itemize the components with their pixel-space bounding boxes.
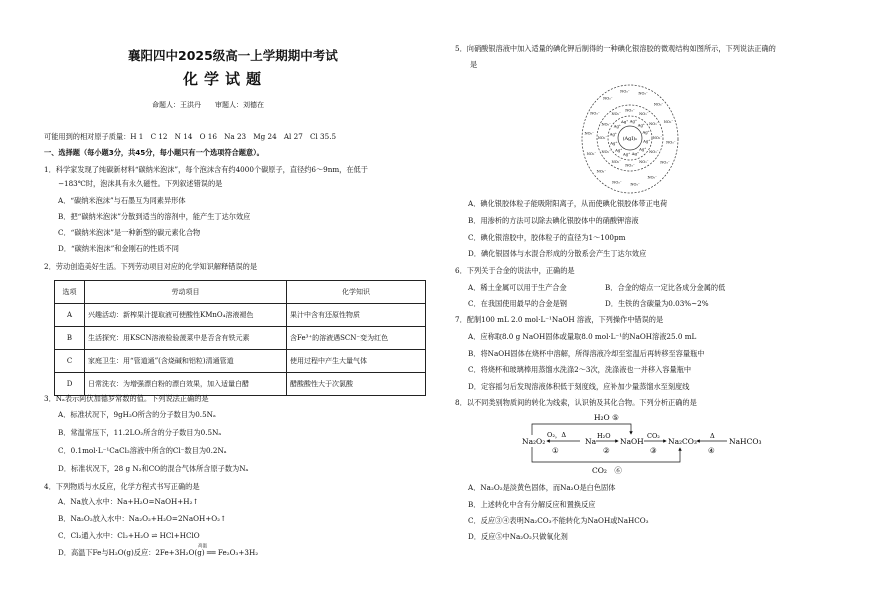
co2-label: CO₂ <box>647 432 660 440</box>
q4-option-d: D．高温下Fe与H₂O(g)反应：2Fe+3H₂O(g) ══ Fe₂O₃+3H₂ <box>58 548 259 557</box>
q7-option-c: C．将烧杯和玻璃棒用蒸馏水洗涤2～3次，洗涤液也一并移入容量瓶中 <box>468 365 692 374</box>
no3-ion-outer-label: NO₃⁻ <box>653 102 664 107</box>
no3-ion-inner-label: NO₃⁻ <box>649 122 659 127</box>
q5-stem-line1: 5．向硝酸银溶液中加入适量的碘化钾后制得的一种碘化银溶胶的微观结构如图所示，下列说法正确的 <box>455 44 776 53</box>
no3-ion-inner-label: NO₃⁻ <box>639 112 649 117</box>
no3-ion-inner-label: NO₃⁻ <box>601 149 611 154</box>
no3-ion-outer-label: NO₃⁻ <box>660 160 670 165</box>
q5-stem-line2: 是 <box>470 60 478 69</box>
table-row <box>55 350 426 373</box>
no3-ion-outer-label: NO₃⁻ <box>630 182 640 187</box>
table-cell: 生活探究：用KSCN溶液检验菠菜中是否含有铁元素 <box>85 327 287 350</box>
authors-line: 命题人：王洪丹 审题人：刘德在 <box>152 101 264 109</box>
ag-ion-label: Ag⁺ <box>615 147 623 153</box>
table-cell: 醋酸酸性大于次氯酸 <box>287 373 426 396</box>
ag-ion-label: Ag⁺ <box>613 123 621 129</box>
no3-ion-outer-label: NO₃⁻ <box>612 180 622 185</box>
q4-option-b: B．Na₂O₂放入水中：Na₂O₂+H₂O=2NaOH+O₂↑ <box>58 514 227 523</box>
q2-stem: 2．劳动创造美好生活。下列劳动项目对应的化学知识解释错误的是 <box>44 262 258 271</box>
q6-option-c: C．在我国使用最早的合金是钢 <box>468 299 567 308</box>
table-header-row <box>55 281 426 304</box>
reaction-4-label: ④ <box>708 446 715 455</box>
table-cell: 家庭卫生：用“管道通”(含烧碱和铝粒)清通管道 <box>85 350 287 373</box>
reaction-1-label: ① <box>552 446 559 455</box>
table-header-cell: 劳动项目 <box>85 281 287 304</box>
table-row <box>55 373 426 396</box>
h2o-top-label: H₂O ⑤ <box>594 413 619 422</box>
table-cell: 果汁中含有还原性物质 <box>287 304 426 327</box>
q8-option-a: A．Na₂O₂是淡黄色固体，而Na₂O是白色固体 <box>468 483 616 492</box>
na-label: Na <box>585 437 597 446</box>
q1-stem-line1: 1．科学家发现了纯碳新材料“碳纳米泡沫”，每个泡沫含有约4000个碳原子，直径约6～9nm，在低于 <box>44 165 368 174</box>
ag-ion-label: Ag⁺ <box>621 118 629 124</box>
table-cell: 兴趣活动：新榨果汁提取液可使酸性KMnO₄溶液褪色 <box>85 304 287 327</box>
q3-option-b: B．常温常压下，11.2LO₂所含的分子数目为0.5Nₐ <box>58 428 222 437</box>
q3-option-c: C．0.1mol·L⁻¹CaCl₂溶液中所含的Cl⁻数目为0.2Nₐ <box>58 446 227 455</box>
no3-ion-outer-label: NO₃⁻ <box>638 91 648 96</box>
na2co3-label: Na₂CO₃ <box>668 437 697 446</box>
table-cell: A <box>55 304 85 327</box>
ag-ion-label: Ag⁺ <box>642 129 650 135</box>
table-cell: 使用过程中产生大量气体 <box>287 350 426 373</box>
exam-title: 襄阳四中2025级高一上学期期中考试 <box>128 48 338 63</box>
o2-delta-label: O₂，Δ <box>547 431 567 439</box>
q3-option-a: A．标准状况下，9gH₂O所含的分子数目为0.5Nₐ <box>58 410 216 419</box>
q4-d-condition: 高温 <box>198 544 207 549</box>
h2o-label: H₂O <box>597 432 611 440</box>
no3-ion-inner-label: NO₃⁻ <box>649 149 659 154</box>
no3-ion-inner-label: NO₃⁻ <box>625 163 635 168</box>
q5-option-a: A．碘化银胶体粒子能吸附阳离子，从而使碘化银胶体带正电荷 <box>468 199 668 208</box>
q3-stem: 3．Nₐ表示阿伏加德罗常数的值。下列说法正确的是 <box>44 394 209 403</box>
ag-ion-label: Ag⁺ <box>623 151 631 157</box>
q7-stem: 7．配制100 mL 2.0 mol·L⁻¹NaOH 溶液，下列操作中错误的是 <box>455 315 664 324</box>
q1-option-d: D．“碳纳米泡沫”和金刚石的性质不同 <box>58 244 179 253</box>
q1-option-c: C．“碳纳米泡沫”是一种新型的碳元素化合物 <box>58 228 201 237</box>
q1-stem-line2: −183℃时，泡沫具有永久磁性。下列叙述错误的是 <box>58 179 223 188</box>
q3-option-d: D．标准状况下，28 g N₂和CO的混合气体所含原子数为Nₐ <box>58 464 249 473</box>
no3-ion-inner-label: NO₃⁻ <box>597 136 608 140</box>
no3-ion-inner-label: NO₃⁻ <box>652 136 663 140</box>
na2o2-label: Na₂O₂ <box>522 437 546 446</box>
q5-option-c: C．碘化银溶胶中，胶体粒子的直径为1～100pm <box>468 233 626 242</box>
sodium-conversion-diagram <box>510 410 780 478</box>
q8-option-c: C．反应③④表明Na₂CO₃不能转化为NaOH或NaHCO₃ <box>468 516 649 525</box>
ag-ion-label: Ag⁺ <box>610 140 618 146</box>
delta-label: Δ <box>710 432 715 440</box>
ag-ion-label: Ag⁺ <box>637 122 645 128</box>
table-cell: 日常洗衣：为增强漂白粉的漂白效果，加入适量白醋 <box>85 373 287 396</box>
no3-ion-outer-label: NO₃⁻ <box>620 89 630 94</box>
q6-option-b: B．合金的熔点一定比各成分金属的低 <box>605 283 726 292</box>
ag-ion-label: Ag⁺ <box>629 118 637 124</box>
no3-ion-inner-label: NO₃⁻ <box>611 112 621 117</box>
no3-ion-outer-label: NO₃⁻ <box>666 140 676 145</box>
no3-ion-inner-label: NO₃⁻ <box>601 122 611 127</box>
ag-ion-label: Ag⁺ <box>639 146 647 152</box>
no3-ion-inner-label: NO₃⁻ <box>639 159 649 164</box>
q8-option-d: D．反应⑤中Na₂O₂只做氧化剂 <box>468 532 568 541</box>
no3-ion-outer-label: NO₃⁻ <box>596 169 607 174</box>
q7-option-b: B．将NaOH固体在烧杯中溶解，所得溶液冷却至室温后再转移至容量瓶中 <box>468 349 705 358</box>
q2-table <box>54 280 426 396</box>
q6-option-d: D．生铁的含碳量为0.03%~2% <box>605 299 709 308</box>
no3-ion-outer-label: NO₃⁻ <box>584 131 594 136</box>
table-cell: 含Fe³⁺的溶液遇SCN⁻变为红色 <box>287 327 426 350</box>
no3-ion-outer-label: NO₃⁻ <box>590 111 600 116</box>
table-cell: D <box>55 373 85 396</box>
q7-option-a: A．应称取8.0 g NaOH固体或量取8.0 mol·L⁻¹的NaOH溶液25.0 mL <box>468 332 697 341</box>
no3-ion-outer-label: NO₃⁻ <box>663 119 674 124</box>
nahco3-label: NaHCO₃ <box>729 437 762 446</box>
reaction-2-label: ② <box>603 446 610 455</box>
q4-option-c: C．Cl₂通入水中：Cl₂+H₂O ⇌ HCl+HClO <box>58 531 200 540</box>
agi-core-label: (AgI)ₙ <box>622 136 638 142</box>
q8-option-b: B．上述转化中含有分解反应和置换反应 <box>468 500 596 509</box>
ag-ion-label: Ag⁺ <box>643 138 651 144</box>
q4-option-a: A．Na放入水中：Na+H₂O=NaOH+H₂↑ <box>58 497 199 506</box>
q6-option-a: A．稀土金属可以用于生产合金 <box>468 283 567 292</box>
table-row <box>55 327 426 350</box>
co2-bottom-label: CO₂ ⑥ <box>592 466 622 475</box>
no3-ion-outer-label: NO₃⁻ <box>647 175 657 180</box>
q5-option-d: D．碘化银固体与水混合形成的分散系会产生丁达尔效应 <box>468 249 647 258</box>
table-row <box>55 304 426 327</box>
ag-ion-label: Ag⁺ <box>631 151 639 157</box>
q1-option-a: A．“碳纳米泡沫”与石墨互为同素异形体 <box>58 196 186 205</box>
exam-subtitle: 化学试题 <box>183 70 268 88</box>
table-header-cell: 化学知识 <box>287 281 426 304</box>
no3-ion-outer-label: NO₃⁻ <box>603 96 613 101</box>
agi-colloid-diagram <box>580 80 680 200</box>
ag-ion-label: Ag⁺ <box>609 131 617 137</box>
section-heading: 一、选择题（每小题3分，共45分，每小题只有一个选项符合题意）。 <box>44 148 264 157</box>
q4-stem: 4．下列物质与水反应，化学方程式书写正确的是 <box>44 482 200 491</box>
atomic-masses: 可能用到的相对原子质量：H 1 C 12 N 14 O 16 Na 23 Mg 24 Al 27 Cl 35.5 <box>44 132 337 141</box>
q1-option-b: B．把“碳纳米泡沫”分散到适当的溶剂中，能产生丁达尔效应 <box>58 212 251 221</box>
q5-option-b: B．用渗析的方法可以除去碘化银胶体中的硝酸钾溶液 <box>468 216 639 225</box>
table-cell: C <box>55 350 85 373</box>
table-header-cell: 选项 <box>55 281 85 304</box>
q7-option-d: D．定容摇匀后发现溶液体积低于刻度线，应补加少量蒸馏水至刻度线 <box>468 382 690 391</box>
reaction-3-label: ③ <box>650 446 657 455</box>
no3-ion-inner-label: NO₃⁻ <box>625 108 635 113</box>
naoh-label: NaOH <box>620 437 644 446</box>
no3-ion-inner-label: NO₃⁻ <box>611 159 622 164</box>
table-cell: B <box>55 327 85 350</box>
no3-ion-outer-label: NO₃⁻ <box>586 152 597 157</box>
q6-stem: 6．下列关于合金的说法中，正确的是 <box>455 266 575 275</box>
q8-stem: 8．以不同类别物质间的转化为线索，认识钠及其化合物。下列分析正确的是 <box>455 398 697 407</box>
